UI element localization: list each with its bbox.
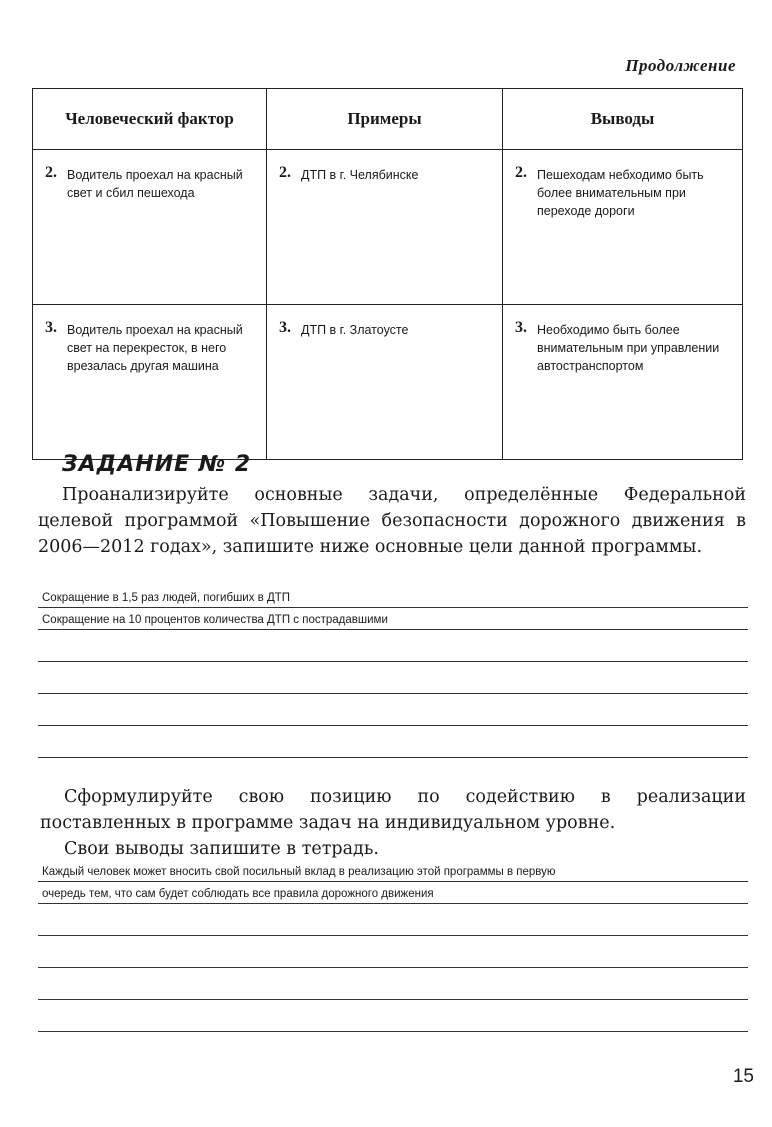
answer-line xyxy=(38,608,748,630)
task-title: ЗАДАНИЕ № 2 xyxy=(62,452,252,477)
table-cell-example xyxy=(267,150,503,305)
task-instructions: Проанализируйте основные задачи, определённые Федеральной целевой программой «Повышение безопасности дорожного движения в 2006—2012 годах», запишите ниже основные цели данной программы. xyxy=(38,485,746,557)
position-instructions: Сформулируйте свою позицию по содействию в реализации поставленных в программе задач на индивидуальном уровне. xyxy=(40,787,746,833)
answer-line xyxy=(38,726,748,758)
position-instructions-notebook: Свои выводы запишите в тетрадь. xyxy=(64,839,379,859)
table-cell-factor xyxy=(33,150,267,305)
cell-text: Необходимо быть более внимательным при управлении автостранспортом xyxy=(537,323,720,373)
answer-line xyxy=(38,662,748,694)
cell-text: Водитель проехал на красный свет и сбил пешехода xyxy=(67,168,243,200)
cell-text: ДТП в г. Златоусте xyxy=(301,323,409,337)
table-row xyxy=(33,150,743,305)
table-cell-conclusion xyxy=(503,150,743,305)
item-number: 3. xyxy=(515,319,527,336)
column-header-conclusions: Выводы xyxy=(503,89,743,150)
answer-line xyxy=(38,968,748,1000)
item-number: 2. xyxy=(279,164,291,181)
answer-line xyxy=(38,904,748,936)
answer-line xyxy=(38,860,748,882)
continuation-label: Продолжение xyxy=(625,56,736,75)
answer-text: очередь тем, что сам будет соблюдать все правила дорожного движения xyxy=(42,888,434,900)
table-cell-example xyxy=(267,305,503,460)
column-header-factor: Человеческий фактор xyxy=(33,89,267,150)
table-row xyxy=(33,305,743,460)
table-cell-conclusion xyxy=(503,305,743,460)
table-cell-factor xyxy=(33,305,267,460)
answer-line xyxy=(38,882,748,904)
answer-line xyxy=(38,630,748,662)
page-number: 15 xyxy=(732,1066,754,1087)
answer-line xyxy=(38,694,748,726)
item-number: 2. xyxy=(45,164,57,181)
cell-text: ДТП в г. Челябинске xyxy=(301,168,419,182)
cell-text: Пешеходам небходимо быть более внимательным при переходе дороги xyxy=(537,168,704,218)
item-number: 3. xyxy=(45,319,57,336)
answer-line xyxy=(38,1000,748,1032)
item-number: 3. xyxy=(279,319,291,336)
answer-text: Каждый человек может вносить свой посильный вклад в реализацию этой программы в первую xyxy=(42,866,556,878)
answer-text: Сокращение в 1,5 раз людей, погибших в ДТП xyxy=(42,592,291,604)
answer-lines-position xyxy=(38,860,748,1032)
table-header-row xyxy=(33,89,743,150)
answer-line xyxy=(38,586,748,608)
answer-lines-goals xyxy=(38,586,748,758)
column-header-examples: Примеры xyxy=(267,89,503,150)
answer-line xyxy=(38,936,748,968)
answer-text: Сокращение на 10 процентов количества ДТП с пострадавшими xyxy=(42,614,388,626)
human-factor-table xyxy=(32,88,743,460)
cell-text: Водитель проехал на красный свет на перекресток, в него врезалась другая машина xyxy=(67,323,243,373)
item-number: 2. xyxy=(515,164,527,181)
